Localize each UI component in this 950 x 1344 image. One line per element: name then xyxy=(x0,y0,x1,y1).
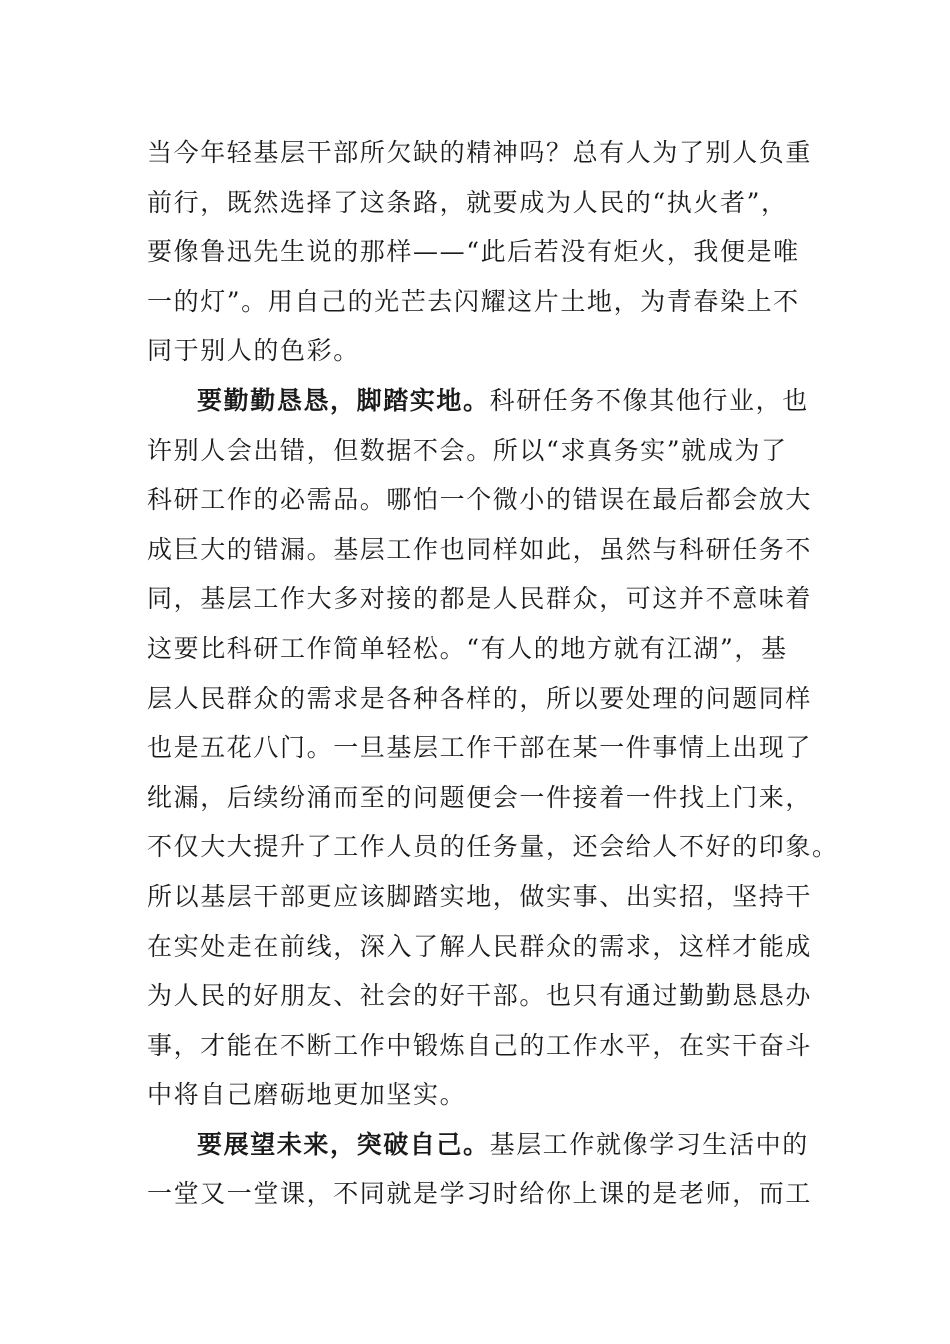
text-line: 中将自己磨砺地更加坚实。 xyxy=(147,1080,467,1110)
text-line: 一堂又一堂课，不同就是学习时给你上课的是老师，而工 xyxy=(147,1179,813,1209)
body-text xyxy=(147,128,839,1219)
text-line: 同，基层工作大多对接的都是人民群众，可这并不意味着 xyxy=(147,584,813,614)
text-line: 也是五花八门。一旦基层工作干部在某一件事情上出现了 xyxy=(147,733,813,763)
text-line: 成巨大的错漏。基层工作也同样如此，虽然与科研任务不 xyxy=(147,534,813,564)
text-line: 为人民的好朋友、社会的好干部。也只有通过勤勤恳恳办 xyxy=(147,981,813,1011)
text-line: 所以基层干部更应该脚踏实地，做实事、出实招，坚持干 xyxy=(147,881,813,911)
text-line: 纰漏，后续纷涌而至的问题便会一件接着一件找上门来， xyxy=(147,782,813,812)
text-line: 同于别人的色彩。 xyxy=(147,336,360,366)
text-line: 不仅大大提升了工作人员的任务量，还会给人不好的印象。 xyxy=(147,832,839,862)
paragraph-text: 基层工作就像学习生活中的 xyxy=(489,1129,809,1159)
paragraph-first-line xyxy=(147,1120,807,1170)
text-line: 许别人会出错，但数据不会。所以“求真务实”就成为了 xyxy=(147,435,788,465)
paragraph-first-line xyxy=(147,376,807,426)
text-line: 要像鲁迅先生说的那样——“此后若没有炬火，我便是唯 xyxy=(147,237,800,267)
text-line: 前行，既然选择了这条路，就要成为人民的“执火者”， xyxy=(147,187,788,217)
text-line: 事，才能在不断工作中锻炼自己的工作水平，在实干奋斗 xyxy=(147,1030,813,1060)
text-line: 当今年轻基层干部所欠缺的精神吗？总有人为了别人负重 xyxy=(147,138,813,167)
paragraph-heading: 要勤勤恳恳，脚踏实地。 xyxy=(197,385,490,415)
text-line: 科研工作的必需品。哪怕一个微小的错误在最后都会放大 xyxy=(147,485,813,515)
paragraph-heading: 要展望未来，突破自己。 xyxy=(197,1129,490,1159)
paragraph-text: 科研任务不像其他行业，也 xyxy=(489,385,809,415)
text-line: 这要比科研工作简单轻松。“有人的地方就有江湖”，基 xyxy=(147,633,788,663)
text-line: 一的灯”。用自己的光芒去闪耀这片土地，为青春染上不 xyxy=(147,286,800,316)
text-line: 层人民群众的需求是各种各样的，所以要处理的问题同样 xyxy=(147,683,813,713)
text-line: 在实处走在前线，深入了解人民群众的需求，这样才能成 xyxy=(147,931,813,961)
